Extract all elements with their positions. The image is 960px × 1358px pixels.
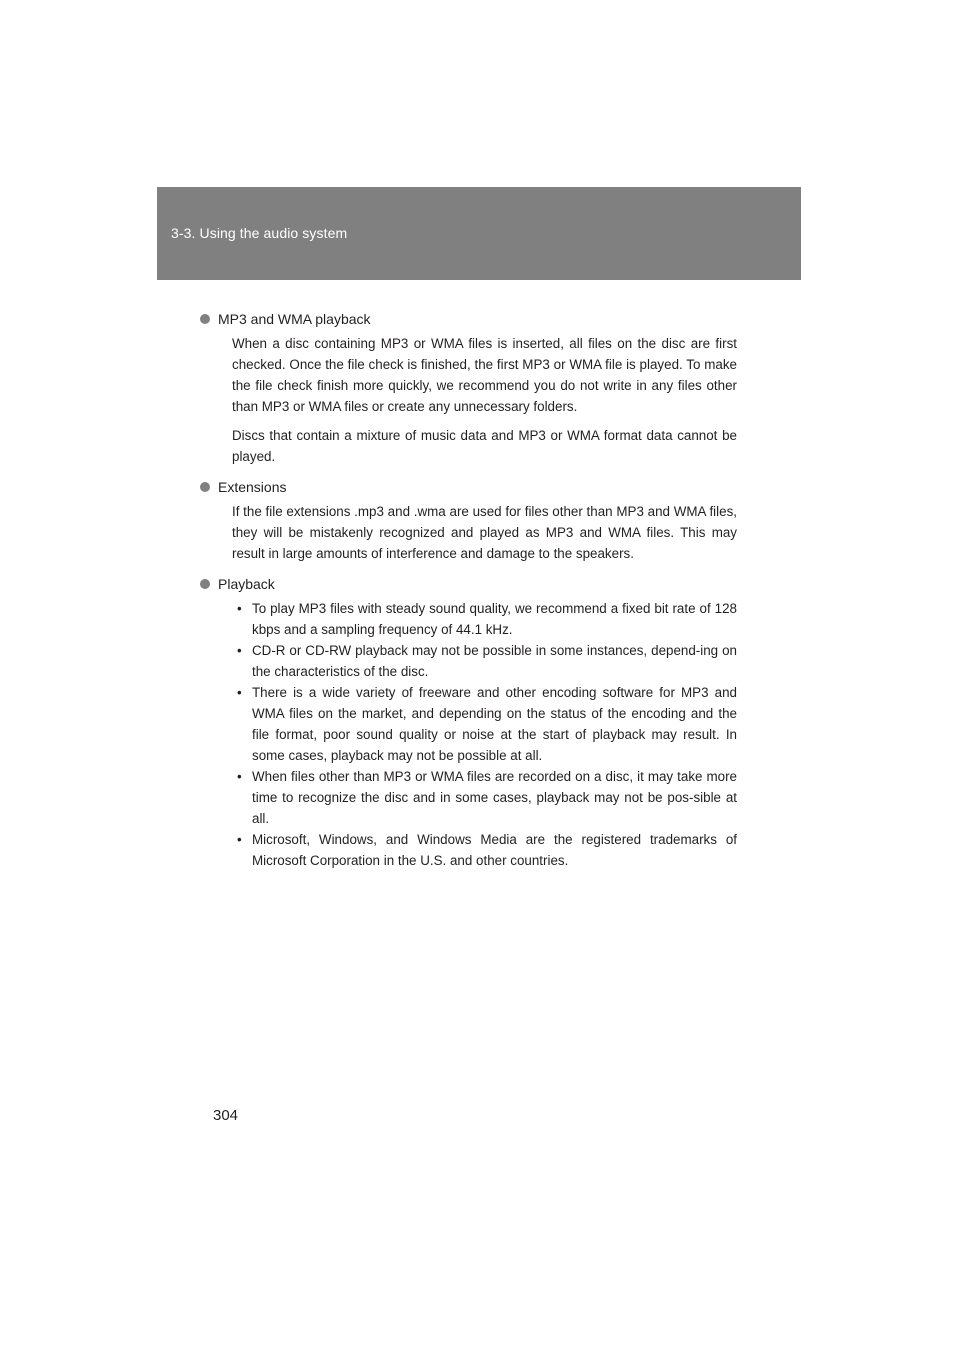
section-header-band — [157, 187, 801, 280]
paragraph: If the file extensions .mp3 and .wma are used for files other than MP3 and WMA files, they will be mistakenly recognized and played as MP3 and WMA files. This may result in large amounts of interference and damage to the speakers. — [232, 504, 737, 561]
list-item-text: There is a wide variety of freeware and other encoding software for MP3 and WMA files on the market, and depending on the status of the encoding and the file format, poor sound quality or noise at the start of playback may result. In some cases, playback may not be possible at all. — [252, 685, 737, 763]
list-item-text: CD-R or CD-RW playback may not be possible in some instances, depend-ing on the characteristics of the disc. — [252, 643, 737, 679]
list-item-text: When files other than MP3 or WMA files are recorded on a disc, it may take more time to recognize the disc and in some cases, playback may not be pos-sible at all. — [252, 769, 737, 826]
page-content — [213, 309, 737, 881]
heading-label: MP3 and WMA playback — [218, 311, 371, 327]
list-item — [232, 640, 737, 682]
section-heading — [213, 309, 737, 329]
list-bullet-icon: • — [237, 769, 242, 784]
list-item — [232, 829, 737, 871]
list-bullet-icon: • — [237, 832, 242, 847]
list-item — [232, 598, 737, 640]
list-item — [232, 682, 737, 766]
list-bullet-icon: • — [237, 643, 242, 658]
list-item — [232, 766, 737, 829]
heading-label: Playback — [218, 576, 275, 592]
list-bullet-icon: • — [237, 685, 242, 700]
paragraph: When a disc containing MP3 or WMA files is inserted, all files on the disc are first checked. Once the file check is finished, the first MP3 or WMA file is played. To make the file check finish more quickly, we recommend you do not write in any files other than MP3 or WMA files or create any unnecessary folders. — [232, 336, 737, 414]
list-bullet-icon: • — [237, 601, 242, 616]
heading-label: Extensions — [218, 479, 287, 495]
bullet-dot-icon — [200, 314, 210, 324]
section-mp3-wma-playback — [213, 309, 737, 467]
paragraph: Discs that contain a mixture of music data and MP3 or WMA format data cannot be played. — [232, 428, 737, 464]
section-heading — [213, 477, 737, 497]
section-title: 3-3. Using the audio system — [171, 225, 348, 241]
page-number: 304 — [213, 1107, 239, 1124]
section-extensions — [213, 477, 737, 564]
section-heading — [213, 574, 737, 594]
section-playback — [213, 574, 737, 871]
bullet-dot-icon — [200, 579, 210, 589]
list-item-text: To play MP3 files with steady sound quality, we recommend a fixed bit rate of 128 kbps and a sampling frequency of 44.1 kHz. — [252, 601, 737, 637]
bullet-dot-icon — [200, 482, 210, 492]
list-item-text: Microsoft, Windows, and Windows Media are the registered trademarks of Microsoft Corporation in the U.S. and other countries. — [252, 832, 737, 868]
notes-list — [213, 598, 737, 871]
